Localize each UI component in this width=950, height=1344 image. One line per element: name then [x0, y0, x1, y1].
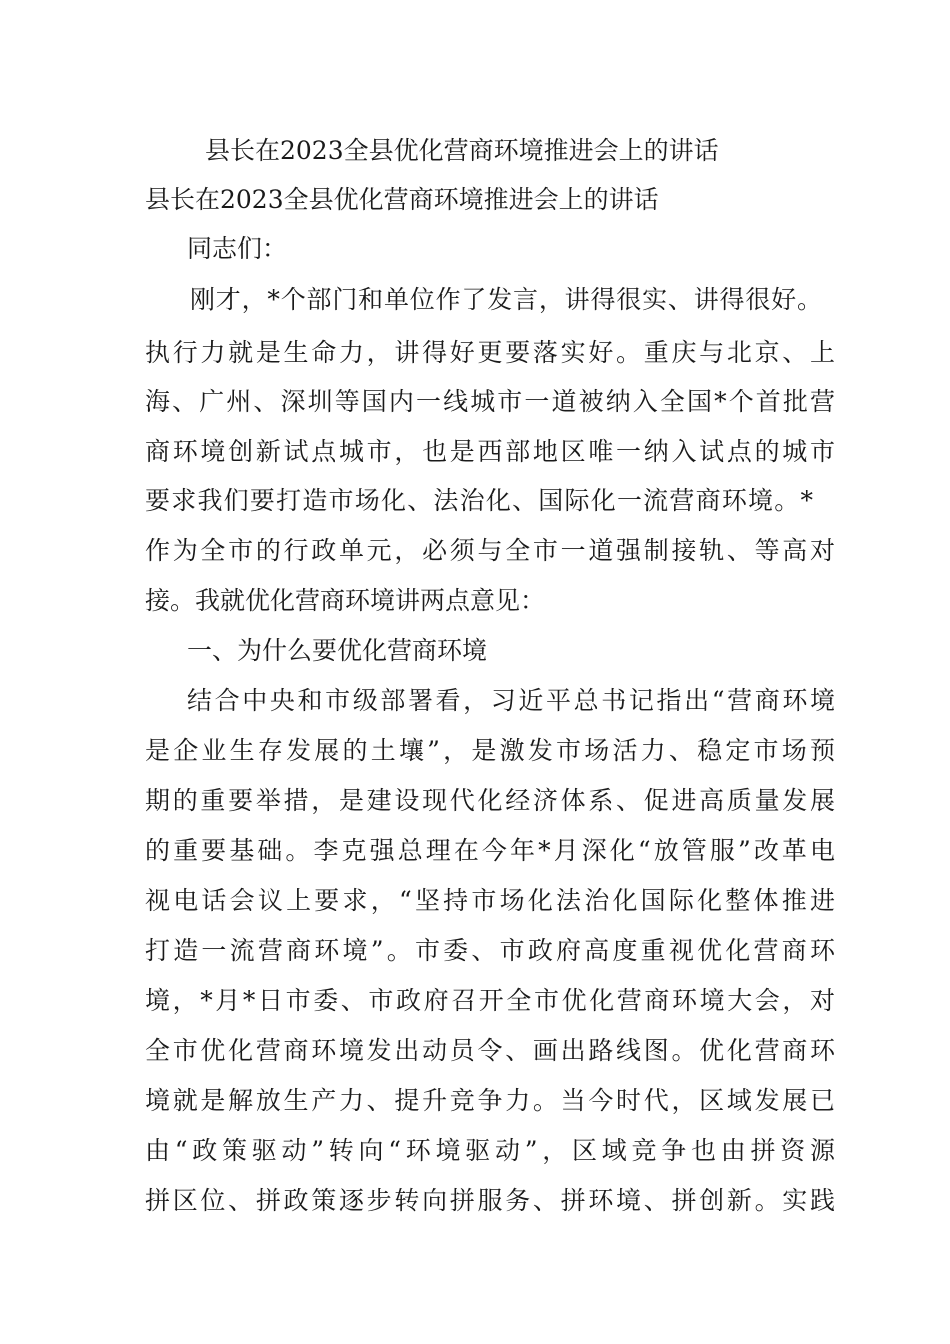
- body-line: 拼区位、拼政策逐步转向拼服务、拼环境、拼创新。实践: [145, 1186, 835, 1215]
- document-subtitle: 县长在2023全县优化营商环境推进会上的讲话: [145, 185, 659, 214]
- salutation: 同志们：: [187, 234, 288, 263]
- body-line: 境，*月*日市委、市政府召开全市优化营商环境大会，对: [145, 986, 835, 1015]
- body-line: 的重要基础。李克强总理在今年*月深化“放管服”改革电: [145, 836, 835, 865]
- body-line: 商环境创新试点城市，也是西部地区唯一纳入试点的城市: [145, 437, 835, 466]
- body-line: 全市优化营商环境发出动员令、画出路线图。优化营商环: [145, 1036, 835, 1065]
- body-line: 刚才，*个部门和单位作了发言，讲得很实、讲得很好。: [190, 285, 822, 314]
- body-line: 结合中央和市级部署看，习近平总书记指出“营商环境: [187, 686, 835, 715]
- document-title: 县长在2023全县优化营商环境推进会上的讲话: [205, 136, 719, 165]
- body-line: 境就是解放生产力、提升竞争力。当今时代，区域发展已: [145, 1086, 835, 1115]
- body-line: 作为全市的行政单元，必须与全市一道强制接轨、等高对: [145, 536, 835, 565]
- body-line: 要求我们要打造市场化、法治化、国际化一流营商环境。*: [145, 486, 813, 515]
- body-line: 由“政策驱动”转向“环境驱动”，区域竞争也由拼资源: [145, 1136, 835, 1165]
- body-line: 视电话会议上要求，“坚持市场化法治化国际化整体推进: [145, 886, 835, 915]
- body-line: 海、广州、深圳等国内一线城市一道被纳入全国*个首批营: [145, 387, 835, 416]
- body-line: 期的重要举措，是建设现代化经济体系、促进高质量发展: [145, 786, 835, 815]
- body-line: 接。我就优化营商环境讲两点意见：: [145, 586, 546, 615]
- body-line: 打造一流营商环境”。市委、市政府高度重视优化营商环: [145, 936, 835, 965]
- body-line: 是企业生存发展的土壤”，是激发市场活力、稳定市场预: [145, 736, 835, 765]
- section-heading: 一、为什么要优化营商环境: [187, 636, 488, 665]
- body-line: 执行力就是生命力，讲得好更要落实好。重庆与北京、上: [145, 338, 835, 367]
